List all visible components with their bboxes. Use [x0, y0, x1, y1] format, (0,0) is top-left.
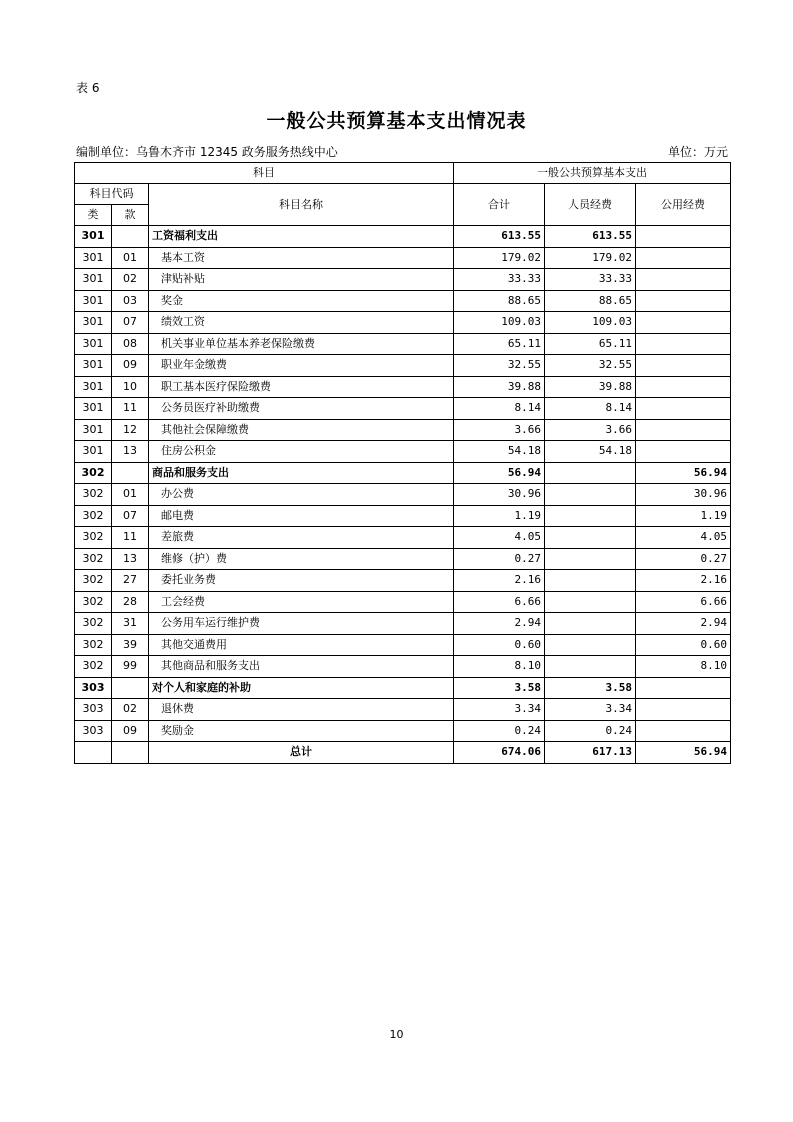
cell-personnel: [545, 634, 636, 656]
cell-personnel: [545, 527, 636, 549]
cell-kuan: 10: [112, 376, 149, 398]
cell-lei: 303: [75, 720, 112, 742]
cell-personnel: 0.24: [545, 720, 636, 742]
cell-subject-name: 退休费: [149, 699, 454, 721]
cell-total: 2.94: [454, 613, 545, 635]
cell-lei: 302: [75, 548, 112, 570]
cell-subject-name: 对个人和家庭的补助: [149, 677, 454, 699]
cell-total: 3.34: [454, 699, 545, 721]
cell-lei: 302: [75, 656, 112, 678]
table-row: [75, 720, 731, 742]
cell-subject-name: 办公费: [149, 484, 454, 506]
table-row: [75, 591, 731, 613]
cell-total: 2.16: [454, 570, 545, 592]
cell-subject-name: 职工基本医疗保险缴费: [149, 376, 454, 398]
cell-subject-name: 差旅费: [149, 527, 454, 549]
cell-kuan: 01: [112, 247, 149, 269]
grand-total-total: 674.06: [454, 742, 545, 764]
cell-kuan: 09: [112, 355, 149, 377]
cell-public: [636, 269, 731, 291]
cell-subject-name: 奖励金: [149, 720, 454, 742]
cell-lei: 303: [75, 699, 112, 721]
cell-personnel: 88.65: [545, 290, 636, 312]
cell-subject-name: 商品和服务支出: [149, 462, 454, 484]
cell-kuan: 12: [112, 419, 149, 441]
cell-personnel: [545, 613, 636, 635]
cell-subject-name: 奖金: [149, 290, 454, 312]
cell-total: 65.11: [454, 333, 545, 355]
cell-kuan: 31: [112, 613, 149, 635]
header-row-2: [75, 184, 731, 205]
cell-subject-name: 住房公积金: [149, 441, 454, 463]
cell-kuan: 07: [112, 312, 149, 334]
cell-personnel: [545, 570, 636, 592]
cell-kuan: 09: [112, 720, 149, 742]
cell-lei: 302: [75, 462, 112, 484]
cell-total: 179.02: [454, 247, 545, 269]
cell-personnel: [545, 656, 636, 678]
cell-lei: 301: [75, 226, 112, 248]
grand-total-public: 56.94: [636, 742, 731, 764]
table-row: [75, 462, 731, 484]
table-row: [75, 441, 731, 463]
cell-public: [636, 398, 731, 420]
cell-personnel: [545, 505, 636, 527]
cell-public: [636, 419, 731, 441]
compiling-unit: 编制单位：乌鲁木齐市 12345 政务服务热线中心: [76, 145, 338, 159]
grand-total-row: [75, 742, 731, 764]
cell-subject-name: 邮电费: [149, 505, 454, 527]
grand-total-personnel: 617.13: [545, 742, 636, 764]
cell-public: [636, 355, 731, 377]
cell-public: [636, 290, 731, 312]
table-row: [75, 634, 731, 656]
table-row: [75, 570, 731, 592]
cell-total: 0.27: [454, 548, 545, 570]
cell-total: 0.60: [454, 634, 545, 656]
cell-total: 30.96: [454, 484, 545, 506]
cell-public: 30.96: [636, 484, 731, 506]
cell-kuan: [112, 226, 149, 248]
table-row: [75, 527, 731, 549]
header-basic-expense: 一般公共预算基本支出: [454, 163, 731, 184]
cell-lei: 301: [75, 398, 112, 420]
cell-personnel: [545, 591, 636, 613]
cell-public: [636, 247, 731, 269]
cell-total: 88.65: [454, 290, 545, 312]
table-row: [75, 333, 731, 355]
cell-lei: 303: [75, 677, 112, 699]
header-name: 科目名称: [149, 184, 454, 226]
cell-subject-name: 其他社会保障缴费: [149, 419, 454, 441]
total-empty-lei: [75, 742, 112, 764]
cell-subject-name: 基本工资: [149, 247, 454, 269]
table-row: [75, 419, 731, 441]
header-code: 科目代码: [75, 184, 149, 205]
cell-kuan: 11: [112, 527, 149, 549]
cell-public: [636, 312, 731, 334]
cell-public: 4.05: [636, 527, 731, 549]
cell-lei: 301: [75, 290, 112, 312]
cell-personnel: [545, 548, 636, 570]
budget-expense-table: [74, 162, 731, 764]
cell-subject-name: 职业年金缴费: [149, 355, 454, 377]
header-public: 公用经费: [636, 184, 731, 226]
cell-personnel: 3.66: [545, 419, 636, 441]
cell-total: 4.05: [454, 527, 545, 549]
table-row: [75, 226, 731, 248]
cell-total: 1.19: [454, 505, 545, 527]
cell-public: 0.27: [636, 548, 731, 570]
cell-total: 6.66: [454, 591, 545, 613]
table-row: [75, 656, 731, 678]
cell-public: 56.94: [636, 462, 731, 484]
header-personnel: 人员经费: [545, 184, 636, 226]
cell-kuan: 01: [112, 484, 149, 506]
cell-kuan: 02: [112, 699, 149, 721]
cell-personnel: 65.11: [545, 333, 636, 355]
cell-personnel: 179.02: [545, 247, 636, 269]
cell-personnel: 54.18: [545, 441, 636, 463]
cell-lei: 301: [75, 247, 112, 269]
cell-personnel: 3.34: [545, 699, 636, 721]
cell-total: 8.14: [454, 398, 545, 420]
cell-personnel: 33.33: [545, 269, 636, 291]
cell-public: 0.60: [636, 634, 731, 656]
cell-public: [636, 333, 731, 355]
cell-lei: 301: [75, 441, 112, 463]
table-row: [75, 376, 731, 398]
table-row: [75, 613, 731, 635]
cell-public: [636, 226, 731, 248]
table-number: 表 6: [76, 81, 100, 95]
table-row: [75, 677, 731, 699]
cell-total: 8.10: [454, 656, 545, 678]
cell-lei: 302: [75, 634, 112, 656]
cell-lei: 302: [75, 570, 112, 592]
header-total: 合计: [454, 184, 545, 226]
table-row: [75, 484, 731, 506]
cell-personnel: 32.55: [545, 355, 636, 377]
table-row: [75, 312, 731, 334]
table-row: [75, 505, 731, 527]
cell-total: 32.55: [454, 355, 545, 377]
header-kuan: 款: [112, 205, 149, 226]
header-subject: 科目: [75, 163, 454, 184]
cell-subject-name: 委托业务费: [149, 570, 454, 592]
cell-lei: 301: [75, 419, 112, 441]
cell-subject-name: 工会经费: [149, 591, 454, 613]
cell-personnel: 613.55: [545, 226, 636, 248]
cell-public: 8.10: [636, 656, 731, 678]
cell-personnel: 8.14: [545, 398, 636, 420]
currency-unit: 单位：万元: [667, 145, 728, 159]
cell-public: 6.66: [636, 591, 731, 613]
cell-personnel: 109.03: [545, 312, 636, 334]
page-number: 10: [389, 1028, 404, 1041]
cell-kuan: 27: [112, 570, 149, 592]
cell-subject-name: 其他商品和服务支出: [149, 656, 454, 678]
table-row: [75, 699, 731, 721]
cell-kuan: 28: [112, 591, 149, 613]
cell-lei: 302: [75, 591, 112, 613]
cell-lei: 302: [75, 484, 112, 506]
cell-subject-name: 维修（护）费: [149, 548, 454, 570]
cell-subject-name: 工资福利支出: [149, 226, 454, 248]
cell-subject-name: 绩效工资: [149, 312, 454, 334]
cell-kuan: 02: [112, 269, 149, 291]
cell-kuan: 11: [112, 398, 149, 420]
cell-total: 54.18: [454, 441, 545, 463]
cell-lei: 302: [75, 613, 112, 635]
cell-subject-name: 其他交通费用: [149, 634, 454, 656]
cell-kuan: 07: [112, 505, 149, 527]
cell-public: [636, 699, 731, 721]
cell-kuan: 13: [112, 441, 149, 463]
cell-personnel: [545, 462, 636, 484]
cell-total: 33.33: [454, 269, 545, 291]
cell-subject-name: 公务用车运行维护费: [149, 613, 454, 635]
table-row: [75, 548, 731, 570]
total-empty-kuan: [112, 742, 149, 764]
cell-lei: 301: [75, 269, 112, 291]
cell-lei: 302: [75, 505, 112, 527]
cell-total: 613.55: [454, 226, 545, 248]
cell-public: [636, 720, 731, 742]
cell-public: 2.16: [636, 570, 731, 592]
table-row: [75, 269, 731, 291]
cell-personnel: [545, 484, 636, 506]
cell-kuan: 13: [112, 548, 149, 570]
cell-lei: 301: [75, 333, 112, 355]
cell-total: 3.66: [454, 419, 545, 441]
cell-kuan: 39: [112, 634, 149, 656]
cell-subject-name: 公务员医疗补助缴费: [149, 398, 454, 420]
cell-total: 39.88: [454, 376, 545, 398]
cell-kuan: 99: [112, 656, 149, 678]
cell-lei: 301: [75, 312, 112, 334]
cell-public: [636, 677, 731, 699]
cell-total: 109.03: [454, 312, 545, 334]
cell-total: 56.94: [454, 462, 545, 484]
cell-lei: 302: [75, 527, 112, 549]
cell-public: [636, 376, 731, 398]
cell-lei: 301: [75, 355, 112, 377]
cell-public: 2.94: [636, 613, 731, 635]
grand-total-label: 总计: [149, 742, 454, 764]
table-row: [75, 247, 731, 269]
header-lei: 类: [75, 205, 112, 226]
table-row: [75, 290, 731, 312]
cell-personnel: 3.58: [545, 677, 636, 699]
cell-public: 1.19: [636, 505, 731, 527]
cell-total: 0.24: [454, 720, 545, 742]
cell-total: 3.58: [454, 677, 545, 699]
cell-kuan: 03: [112, 290, 149, 312]
cell-kuan: [112, 462, 149, 484]
cell-kuan: 08: [112, 333, 149, 355]
cell-subject-name: 机关事业单位基本养老保险缴费: [149, 333, 454, 355]
document-title: 一般公共预算基本支出情况表: [266, 110, 527, 132]
cell-lei: 301: [75, 376, 112, 398]
cell-personnel: 39.88: [545, 376, 636, 398]
cell-public: [636, 441, 731, 463]
table-row: [75, 398, 731, 420]
table-row: [75, 355, 731, 377]
header-row-1: [75, 163, 731, 184]
cell-kuan: [112, 677, 149, 699]
cell-subject-name: 津贴补贴: [149, 269, 454, 291]
